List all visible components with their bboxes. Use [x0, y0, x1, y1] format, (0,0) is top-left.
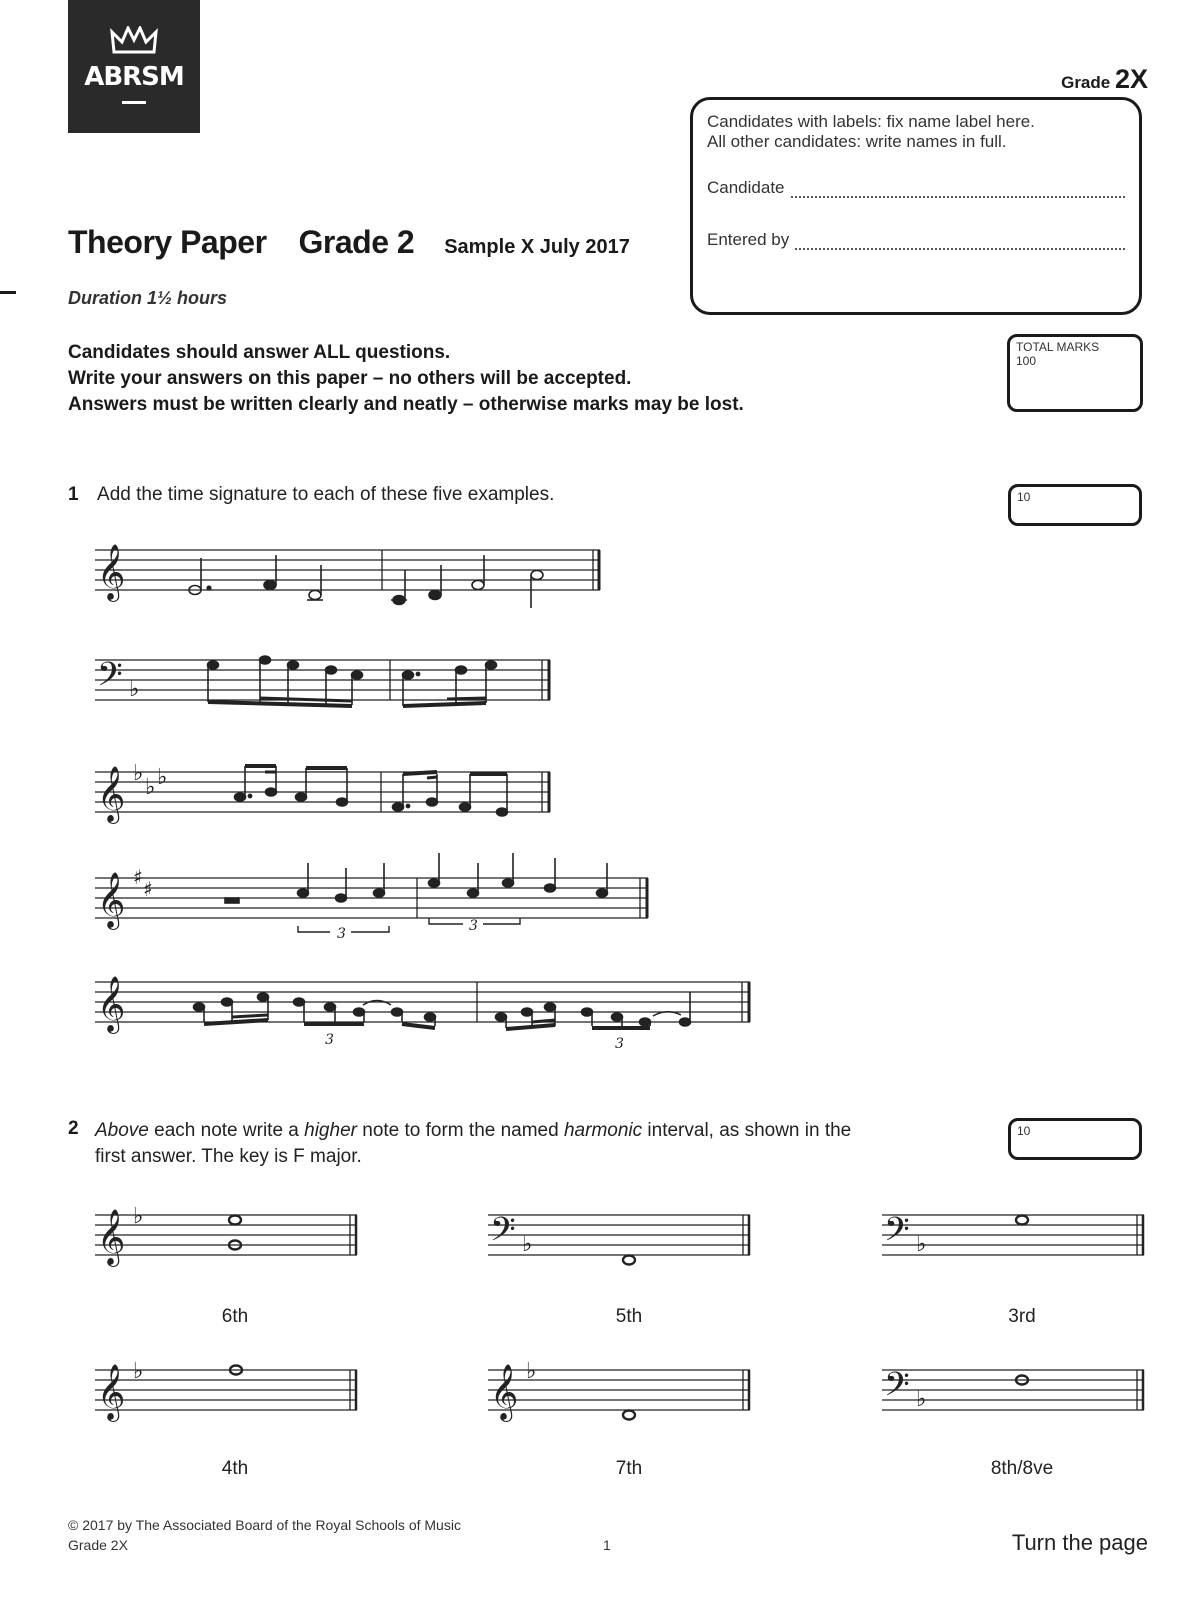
q1-marks: 10 — [1017, 490, 1031, 504]
title-sample: Sample X July 2017 — [444, 236, 630, 258]
treble-clef: 𝄞 — [97, 976, 126, 1032]
crown-icon — [110, 26, 158, 56]
tuplet-brackets — [298, 918, 520, 932]
flat-sign: ♭ — [133, 1204, 144, 1229]
tuplet-label: 3 — [325, 1032, 334, 1048]
question-text-line2: first answer. The key is F major. — [95, 1146, 362, 1167]
grade-tag — [1061, 64, 1148, 95]
treble-clef: 𝄞 — [97, 544, 126, 600]
instructions — [68, 340, 744, 418]
entered-by-field[interactable] — [707, 230, 1125, 250]
entered-by-label: Entered by — [707, 230, 790, 249]
q2-marks-box[interactable] — [1008, 1118, 1142, 1160]
question-text-part: harmonic — [563, 1120, 643, 1141]
q2-interval-2-staff — [488, 1195, 758, 1275]
tuplet-label: 3 — [337, 926, 346, 942]
footer — [68, 1515, 461, 1555]
sharp-sign: ♯ — [133, 865, 143, 889]
q2-interval-4-staff — [95, 1350, 365, 1430]
flat-sign: ♭ — [133, 761, 144, 786]
candidate-dotted-line — [791, 180, 1125, 198]
title-paper: Theory Paper — [68, 224, 267, 260]
q2-interval-5-staff — [488, 1350, 758, 1430]
question-text-part: note to form the named — [356, 1120, 564, 1141]
interval-label: 6th — [221, 1306, 249, 1327]
q1-example-1-staff — [95, 530, 615, 610]
interval-label: 4th — [221, 1458, 249, 1479]
interval-label: 5th — [615, 1306, 643, 1327]
notes — [1016, 1216, 1028, 1225]
flat-sign: ♭ — [522, 1232, 533, 1257]
q2-interval-1-staff — [95, 1195, 365, 1275]
q2-interval-3-staff — [882, 1195, 1152, 1275]
question-text-part: higher — [304, 1120, 357, 1141]
treble-clef: 𝄞 — [490, 1364, 519, 1420]
turn-the-page: Turn the page — [1011, 1530, 1148, 1555]
question-number: 2 — [68, 1118, 79, 1139]
sharp-sign: ♯ — [143, 877, 153, 901]
treble-clef: 𝄞 — [97, 1364, 126, 1420]
instruction-line: Write your answers on this paper – no others will be accepted. — [68, 368, 632, 389]
bass-clef: 𝄢 — [97, 656, 123, 702]
q2-interval-6-staff — [882, 1350, 1152, 1430]
instruction-line: Answers must be written clearly and neatly – otherwise marks may be lost. — [68, 394, 744, 415]
abrsm-logo — [68, 0, 200, 133]
tuplet-label: 3 — [615, 1036, 624, 1052]
entered-by-dotted-line — [795, 232, 1125, 250]
q2-marks: 10 — [1017, 1124, 1031, 1138]
bass-clef: 𝄢 — [490, 1211, 516, 1257]
question-text: Add the time signature to each of these five examples. — [97, 484, 555, 505]
flat-sign: ♭ — [129, 677, 140, 702]
footer-grade: Grade 2X — [68, 1537, 128, 1553]
grade-prefix: Grade — [1061, 73, 1111, 92]
question-2 — [68, 1118, 938, 1170]
flat-sign: ♭ — [916, 1232, 927, 1257]
interval-label: 7th — [615, 1458, 643, 1479]
grade-code: 2X — [1114, 64, 1148, 94]
logo-underline — [122, 101, 146, 104]
notes — [194, 992, 691, 1029]
flat-sign: ♭ — [133, 1359, 144, 1384]
total-marks-label: TOTAL MARKS — [1016, 340, 1100, 354]
margin-mark — [0, 291, 16, 294]
notes — [623, 1411, 635, 1420]
interval-label: 8th/8ve — [990, 1458, 1054, 1479]
page-title — [68, 224, 630, 261]
notes — [189, 555, 543, 608]
q1-marks-box[interactable] — [1008, 484, 1142, 526]
q1-example-3-staff — [95, 752, 555, 832]
notes — [208, 656, 497, 706]
candidate-box-line1: Candidates with labels: fix name label here. — [707, 112, 1035, 131]
treble-clef: 𝄞 — [97, 872, 126, 928]
tuplet-label: 3 — [469, 918, 478, 934]
flat-sign: ♭ — [145, 775, 156, 800]
notes — [235, 766, 508, 816]
copyright: © 2017 by The Associated Board of the Royal Schools of Music — [68, 1517, 461, 1533]
question-text — [95, 1118, 938, 1170]
title-grade: Grade 2 — [298, 224, 415, 260]
interval-label: 3rd — [1008, 1306, 1036, 1327]
candidate-box-line2: All other candidates: write names in full. — [707, 132, 1007, 151]
candidate-field[interactable] — [707, 178, 1125, 198]
total-marks-box[interactable] — [1007, 334, 1143, 412]
question-number: 1 — [68, 484, 79, 505]
half-rest — [225, 898, 239, 903]
question-text-part: each note write a — [148, 1120, 305, 1141]
candidate-box — [690, 97, 1142, 315]
treble-clef: 𝄞 — [97, 1209, 126, 1265]
logo-text: ABRSM — [84, 62, 184, 92]
notes — [623, 1256, 635, 1265]
instruction-line: Candidates should answer ALL questions. — [68, 342, 451, 363]
question-text-part: Above — [95, 1120, 149, 1141]
flat-sign: ♭ — [916, 1387, 927, 1412]
flat-sign: ♭ — [526, 1359, 537, 1384]
candidate-label: Candidate — [707, 178, 785, 197]
flat-sign: ♭ — [157, 765, 168, 790]
page-number: 1 — [603, 1537, 611, 1553]
q1-example-2-staff — [95, 640, 555, 720]
question-1 — [68, 482, 554, 508]
question-text-part: interval, as shown in the — [642, 1120, 852, 1141]
total-marks-value: 100 — [1016, 354, 1037, 368]
q1-example-5-staff — [95, 962, 755, 1052]
treble-clef: 𝄞 — [97, 766, 126, 822]
bass-clef: 𝄢 — [884, 1211, 910, 1257]
bass-clef: 𝄢 — [884, 1366, 910, 1412]
q1-example-4-staff — [95, 858, 655, 948]
duration: Duration 1½ hours — [68, 288, 228, 308]
